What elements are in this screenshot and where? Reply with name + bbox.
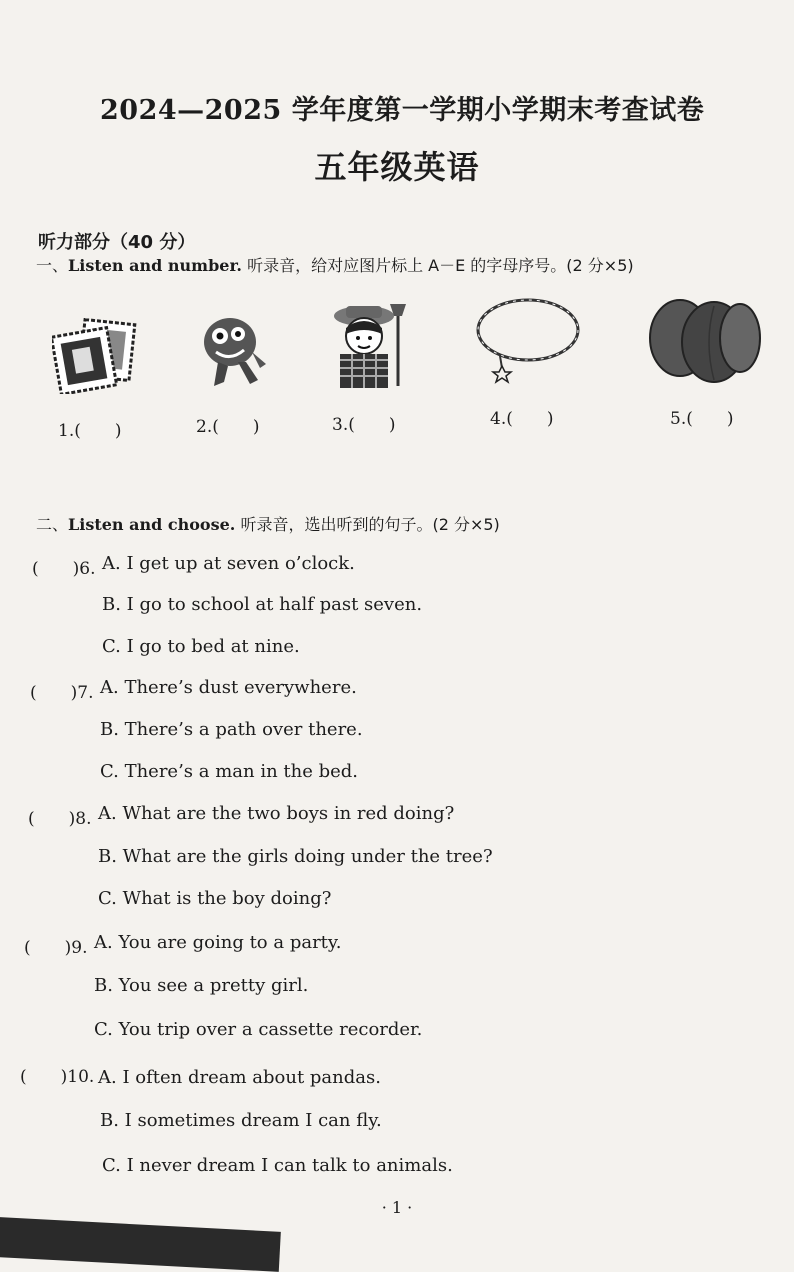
monster-picture (194, 312, 270, 392)
answer-blank-10[interactable]: ( )10. (20, 1067, 95, 1087)
answer-blank-8[interactable]: ( )8. (28, 809, 92, 829)
q6-option-a: A. I get up at seven o’clock. (102, 553, 355, 574)
q8-option-c: C. What is the boy doing? (98, 888, 332, 909)
exam-subtitle: 五年级英语 (314, 148, 480, 186)
section2-instruction: 听录音，选出听到的句子。(2 分×5) (235, 515, 500, 534)
picture-blank-1[interactable]: 1.( ) (58, 421, 122, 441)
q10-option-c: C. I never dream I can talk to animals. (102, 1155, 453, 1176)
scan-shadow (0, 1216, 281, 1272)
stamps-picture (52, 318, 138, 394)
listening-part-heading: 听力部分（40 分） (38, 232, 196, 253)
picture-blank-4[interactable]: 4.( ) (490, 409, 554, 429)
q9-option-b: B. You see a pretty girl. (94, 975, 309, 996)
picture-blank-5[interactable]: 5.( ) (670, 409, 734, 429)
q10-option-b: B. I sometimes dream I can fly. (100, 1110, 382, 1131)
page-number: · 1 · (381, 1198, 413, 1217)
q10-option-a: A. I often dream about pandas. (98, 1067, 381, 1088)
picture-blank-3[interactable]: 3.( ) (332, 415, 396, 435)
farmer-girl-picture (328, 300, 414, 390)
q9-option-c: C. You trip over a cassette recorder. (94, 1019, 423, 1040)
q7-option-c: C. There’s a man in the bed. (100, 761, 359, 782)
bracelet-picture (472, 290, 584, 386)
section2-heading (36, 512, 500, 535)
exam-title: 2024—2025 学年度第一学期小学期末考查试卷 (100, 95, 705, 126)
answer-blank-9[interactable]: ( )9. (24, 938, 88, 958)
q8-option-b: B. What are the girls doing under the tree? (98, 846, 493, 867)
q9-option-a: A. You are going to a party. (94, 932, 342, 953)
q8-option-a: A. What are the two boys in red doing? (98, 803, 455, 824)
section2-english: Listen and choose. (68, 515, 236, 534)
section1-heading (36, 253, 634, 276)
section1-prefix: 一、 (36, 256, 69, 275)
q7-option-b: B. There’s a path over there. (100, 719, 363, 740)
section1-english: Listen and number. (68, 256, 242, 275)
answer-blank-6[interactable]: ( )6. (32, 559, 96, 579)
q6-option-c: C. I go to bed at nine. (102, 636, 300, 657)
dark-fruits-picture (648, 294, 762, 386)
q7-option-a: A. There’s dust everywhere. (100, 677, 357, 698)
section2-prefix: 二、 (36, 515, 69, 534)
picture-blank-2[interactable]: 2.( ) (196, 417, 260, 437)
q6-option-b: B. I go to school at half past seven. (102, 594, 423, 615)
section1-instruction: 听录音，给对应图片标上 A－E 的字母序号。(2 分×5) (241, 256, 634, 275)
answer-blank-7[interactable]: ( )7. (30, 683, 94, 703)
